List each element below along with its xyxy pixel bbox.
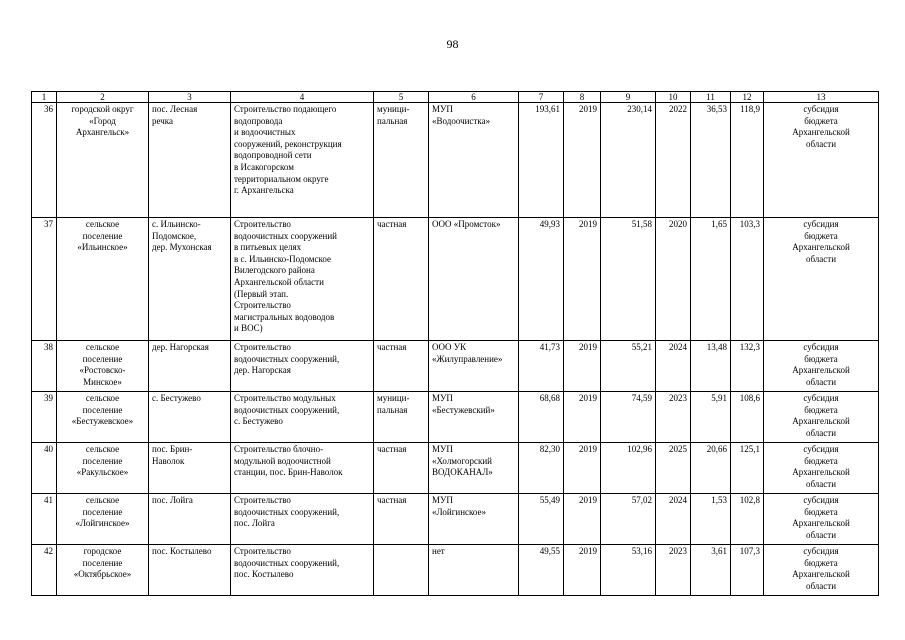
cell-line: г. Архангельска — [234, 185, 294, 196]
cell-cost-projected: 102,96 — [601, 443, 656, 494]
cell-operator — [429, 218, 519, 341]
cell-operator — [429, 392, 519, 443]
cell-completion-year: 2022 — [656, 103, 691, 218]
cell-row-number: 37 — [32, 218, 57, 341]
cell-line: дер. Мухонская — [152, 242, 212, 253]
cell-operator — [429, 545, 519, 596]
cell-municipality — [57, 103, 149, 218]
column-header: 3 — [149, 92, 231, 103]
cell-line: водоочистных сооружений, — [234, 404, 340, 415]
cell-line: пос. Лойга — [234, 518, 275, 529]
cell-line: «Ильинское» — [77, 242, 128, 253]
cell-funding-source — [764, 494, 879, 545]
cell-line: Архангельской — [792, 242, 850, 253]
cell-municipality — [57, 545, 149, 596]
cell-line: сельское — [85, 219, 120, 229]
cell-line: городской округ — [71, 104, 134, 114]
cell-cost-current: 49,93 — [519, 218, 564, 341]
cell-line: сельское — [85, 393, 120, 403]
cell-project-description — [231, 545, 374, 596]
cell-completion-year: 2023 — [656, 545, 691, 596]
table-row — [32, 103, 879, 218]
cell-line: области — [805, 427, 837, 438]
cell-cost-increase: 1,65 — [691, 218, 731, 341]
cell-line: дер. Нагорская — [234, 365, 291, 376]
cell-completion-year: 2024 — [656, 494, 691, 545]
cell-line: поселение — [82, 404, 123, 415]
cell-line: муници- — [377, 393, 410, 403]
cell-line: «Холмогорский — [432, 455, 492, 466]
cell-line: бюджета — [804, 455, 838, 466]
cell-cost-projected: 230,14 — [601, 103, 656, 218]
cell-line: МУП — [432, 495, 453, 505]
table-header-row — [32, 92, 879, 103]
column-header: 4 — [231, 92, 374, 103]
cell-line: субсидия — [803, 104, 839, 114]
cell-cost-projected: 51,58 — [601, 218, 656, 341]
cell-cost-projected: 74,59 — [601, 392, 656, 443]
cell-line: субсидия — [803, 546, 839, 556]
cell-cost-increase: 1,53 — [691, 494, 731, 545]
cell-cost-increase: 5,91 — [691, 392, 731, 443]
cell-line: сооружений, реконструкция — [234, 138, 342, 149]
table-row — [32, 218, 879, 341]
cell-ownership-form — [374, 341, 429, 392]
cell-cost-current: 193,61 — [519, 103, 564, 218]
cell-cost-increase: 20,66 — [691, 443, 731, 494]
cell-line: субсидия — [803, 219, 839, 229]
cell-line: пос. Брин- — [152, 444, 193, 454]
cell-line: «Лойгинское» — [432, 506, 487, 517]
cell-row-number: 36 — [32, 103, 57, 218]
column-header: 2 — [57, 92, 149, 103]
cell-line: частная — [377, 219, 407, 229]
cell-line: с. Бестужево — [152, 393, 201, 403]
cell-line: территориальном округе — [234, 173, 329, 184]
cell-line: поселение — [82, 557, 123, 568]
cell-municipality — [57, 443, 149, 494]
cell-increase-percent: 118,9 — [731, 103, 764, 218]
cell-line: дер. Нагорская — [152, 342, 209, 352]
cell-project-description — [231, 443, 374, 494]
table-row — [32, 494, 879, 545]
cell-line: с. Ильинско- — [152, 219, 201, 229]
column-header: 13 — [764, 92, 879, 103]
cell-increase-percent: 108,6 — [731, 392, 764, 443]
column-header: 1 — [32, 92, 57, 103]
cell-row-number: 39 — [32, 392, 57, 443]
cell-line: «Ракульское» — [76, 467, 129, 478]
cell-line: области — [805, 478, 837, 489]
cell-line: Архангельской — [792, 365, 850, 376]
cell-increase-percent: 102,8 — [731, 494, 764, 545]
cell-line: области — [805, 580, 837, 591]
cell-line: области — [805, 376, 837, 387]
cell-line: в с. Ильинско-Подомское — [234, 253, 331, 264]
cell-ownership-form — [374, 545, 429, 596]
cell-line: Архангельской области — [234, 276, 324, 287]
cell-line: Строительство модульных — [234, 393, 336, 403]
cell-ownership-form — [374, 494, 429, 545]
cell-line: (Первый этап. — [234, 288, 289, 299]
cell-line: частная — [377, 444, 407, 454]
table-row — [32, 545, 879, 596]
cell-line: и водоочистных — [234, 127, 296, 138]
cell-line: с. Бестужево — [234, 416, 283, 427]
cell-municipality — [57, 494, 149, 545]
cell-settlement — [149, 103, 231, 218]
cell-funding-source — [764, 341, 879, 392]
cell-line: сельское — [85, 495, 120, 505]
cell-line: бюджета — [804, 557, 838, 568]
cell-line: поселение — [82, 230, 123, 241]
column-header: 10 — [656, 92, 691, 103]
cell-funding-source — [764, 218, 879, 341]
cell-line: Архангельской — [792, 467, 850, 478]
cell-line: частная — [377, 342, 407, 352]
cell-ownership-form — [374, 392, 429, 443]
cell-cost-base-year: 2019 — [564, 443, 601, 494]
cell-line: бюджета — [804, 353, 838, 364]
cell-operator — [429, 341, 519, 392]
cell-line: Строительство — [234, 219, 291, 229]
cell-line: модульной водоочистной — [234, 455, 331, 466]
cell-settlement — [149, 494, 231, 545]
cell-line: «Бестужевское» — [71, 416, 134, 427]
cell-line: области — [805, 253, 837, 264]
column-header: 8 — [564, 92, 601, 103]
cell-cost-current: 41,73 — [519, 341, 564, 392]
cell-settlement — [149, 443, 231, 494]
cell-line: водоочистных сооружений, — [234, 353, 340, 364]
cell-increase-percent: 107,3 — [731, 545, 764, 596]
column-header: 9 — [601, 92, 656, 103]
cell-cost-projected: 55,21 — [601, 341, 656, 392]
cell-cost-current: 68,68 — [519, 392, 564, 443]
cell-line: бюджета — [804, 230, 838, 241]
cell-cost-current: 82,30 — [519, 443, 564, 494]
cell-funding-source — [764, 545, 879, 596]
column-header: 12 — [731, 92, 764, 103]
cell-project-description — [231, 341, 374, 392]
cell-cost-base-year: 2019 — [564, 103, 601, 218]
cell-line: ВОДОКАНАЛ» — [432, 467, 493, 478]
cell-line: бюджета — [804, 506, 838, 517]
cell-line: МУП — [432, 444, 453, 454]
cell-line: Архангельской — [792, 518, 850, 529]
cell-cost-increase: 36,53 — [691, 103, 731, 218]
cell-cost-increase: 3,61 — [691, 545, 731, 596]
cell-funding-source — [764, 392, 879, 443]
cell-ownership-form — [374, 443, 429, 494]
cell-line: «Бестужевский» — [432, 404, 495, 415]
table-row — [32, 341, 879, 392]
cell-line: водопровода — [234, 115, 283, 126]
cell-line: МУП — [432, 393, 453, 403]
cell-line: водоочистных сооружений, — [234, 557, 340, 568]
cell-line: в питьевых целях — [234, 242, 302, 253]
cell-line: магистральных водоводов — [234, 311, 335, 322]
column-header: 5 — [374, 92, 429, 103]
cell-line: нет — [432, 546, 445, 556]
cell-line: Строительство — [234, 495, 291, 505]
cell-municipality — [57, 341, 149, 392]
cell-project-description — [231, 494, 374, 545]
cell-cost-base-year: 2019 — [564, 218, 601, 341]
cell-cost-base-year: 2019 — [564, 341, 601, 392]
cell-line: МУП — [432, 104, 453, 114]
cell-line: пальная — [377, 404, 408, 415]
cell-line: Наволок — [152, 455, 185, 466]
cell-ownership-form — [374, 103, 429, 218]
cell-project-description — [231, 392, 374, 443]
cell-line: и ВОС) — [234, 323, 263, 334]
cell-completion-year: 2025 — [656, 443, 691, 494]
cell-line: субсидия — [803, 444, 839, 454]
cell-line: бюджета — [804, 115, 838, 126]
cell-line: «Жилуправление» — [432, 353, 503, 364]
cell-line: субсидия — [803, 342, 839, 352]
cell-line: «Лойгинское» — [75, 518, 130, 529]
cell-cost-current: 55,49 — [519, 494, 564, 545]
cell-line: станции, пос. Брин-Наволок — [234, 467, 343, 478]
cell-line: ООО УК — [432, 342, 467, 352]
cell-settlement — [149, 392, 231, 443]
cell-line: водоочистных сооружений — [234, 230, 337, 241]
cell-row-number: 41 — [32, 494, 57, 545]
cell-line: Вилегодского района — [234, 265, 315, 276]
cell-line: поселение — [82, 455, 123, 466]
cell-funding-source — [764, 103, 879, 218]
cell-line: поселение — [82, 353, 123, 364]
cell-row-number: 42 — [32, 545, 57, 596]
cell-project-description — [231, 218, 374, 341]
cell-line: частная — [377, 495, 407, 505]
cell-cost-projected: 57,02 — [601, 494, 656, 545]
cell-cost-projected: 53,16 — [601, 545, 656, 596]
table-row — [32, 392, 879, 443]
cell-line: городское — [83, 546, 122, 556]
cell-line: Подомское, — [152, 230, 197, 241]
cell-line: сельское — [85, 342, 120, 352]
cell-line: субсидия — [803, 495, 839, 505]
column-header: 11 — [691, 92, 731, 103]
cell-line: водопроводной сети — [234, 150, 312, 161]
cell-completion-year: 2024 — [656, 341, 691, 392]
cell-line: Архангельской — [792, 569, 850, 580]
cell-line: «Ростовско- — [79, 365, 126, 376]
cell-increase-percent: 103,3 — [731, 218, 764, 341]
cell-line: Строительство — [234, 342, 291, 352]
cell-line: Строительство — [234, 300, 291, 311]
cell-ownership-form — [374, 218, 429, 341]
cell-line: Строительство — [234, 546, 291, 556]
cell-line: Строительство блочно- — [234, 444, 324, 454]
cell-line: ООО «Промсток» — [432, 219, 501, 229]
cell-line: Архангельск» — [75, 127, 130, 138]
cell-line: области — [805, 138, 837, 149]
cell-settlement — [149, 218, 231, 341]
cell-line: пальная — [377, 115, 408, 126]
cell-municipality — [57, 218, 149, 341]
cell-line: Архангельской — [792, 127, 850, 138]
cell-completion-year: 2020 — [656, 218, 691, 341]
cell-line: Минское» — [83, 376, 122, 387]
cell-increase-percent: 132,3 — [731, 341, 764, 392]
cell-funding-source — [764, 443, 879, 494]
cell-increase-percent: 125,1 — [731, 443, 764, 494]
cell-line: субсидия — [803, 393, 839, 403]
cell-row-number: 40 — [32, 443, 57, 494]
cell-project-description — [231, 103, 374, 218]
cell-row-number: 38 — [32, 341, 57, 392]
cell-line: сельское — [85, 444, 120, 454]
cell-municipality — [57, 392, 149, 443]
cell-cost-base-year: 2019 — [564, 392, 601, 443]
investment-table — [31, 91, 879, 596]
cell-line: пос. Костылево — [152, 546, 212, 556]
cell-operator — [429, 494, 519, 545]
cell-line: пос. Лесная — [152, 104, 198, 114]
cell-line: Архангельской — [792, 416, 850, 427]
cell-completion-year: 2023 — [656, 392, 691, 443]
cell-line: водоочистных сооружений, — [234, 506, 340, 517]
column-header: 6 — [429, 92, 519, 103]
cell-cost-base-year: 2019 — [564, 494, 601, 545]
cell-line: пос. Лойга — [152, 495, 193, 505]
cell-line: «Октябрьское» — [73, 569, 132, 580]
cell-line: в Исакогорском — [234, 161, 294, 172]
cell-line: поселение — [82, 506, 123, 517]
cell-line: бюджета — [804, 404, 838, 415]
cell-line: пос. Костылево — [234, 569, 294, 580]
cell-settlement — [149, 545, 231, 596]
cell-cost-current: 49,55 — [519, 545, 564, 596]
cell-line: области — [805, 529, 837, 540]
cell-line: «Водоочистка» — [432, 115, 491, 126]
cell-operator — [429, 443, 519, 494]
column-header: 7 — [519, 92, 564, 103]
cell-line: муници- — [377, 104, 410, 114]
cell-line: речка — [152, 115, 174, 126]
cell-settlement — [149, 341, 231, 392]
cell-cost-base-year: 2019 — [564, 545, 601, 596]
cell-line: Строительство подающего — [234, 104, 337, 114]
cell-cost-increase: 13,48 — [691, 341, 731, 392]
cell-line: «Город — [89, 115, 116, 126]
table-row — [32, 443, 879, 494]
page-number: 98 — [446, 37, 459, 51]
cell-operator — [429, 103, 519, 218]
